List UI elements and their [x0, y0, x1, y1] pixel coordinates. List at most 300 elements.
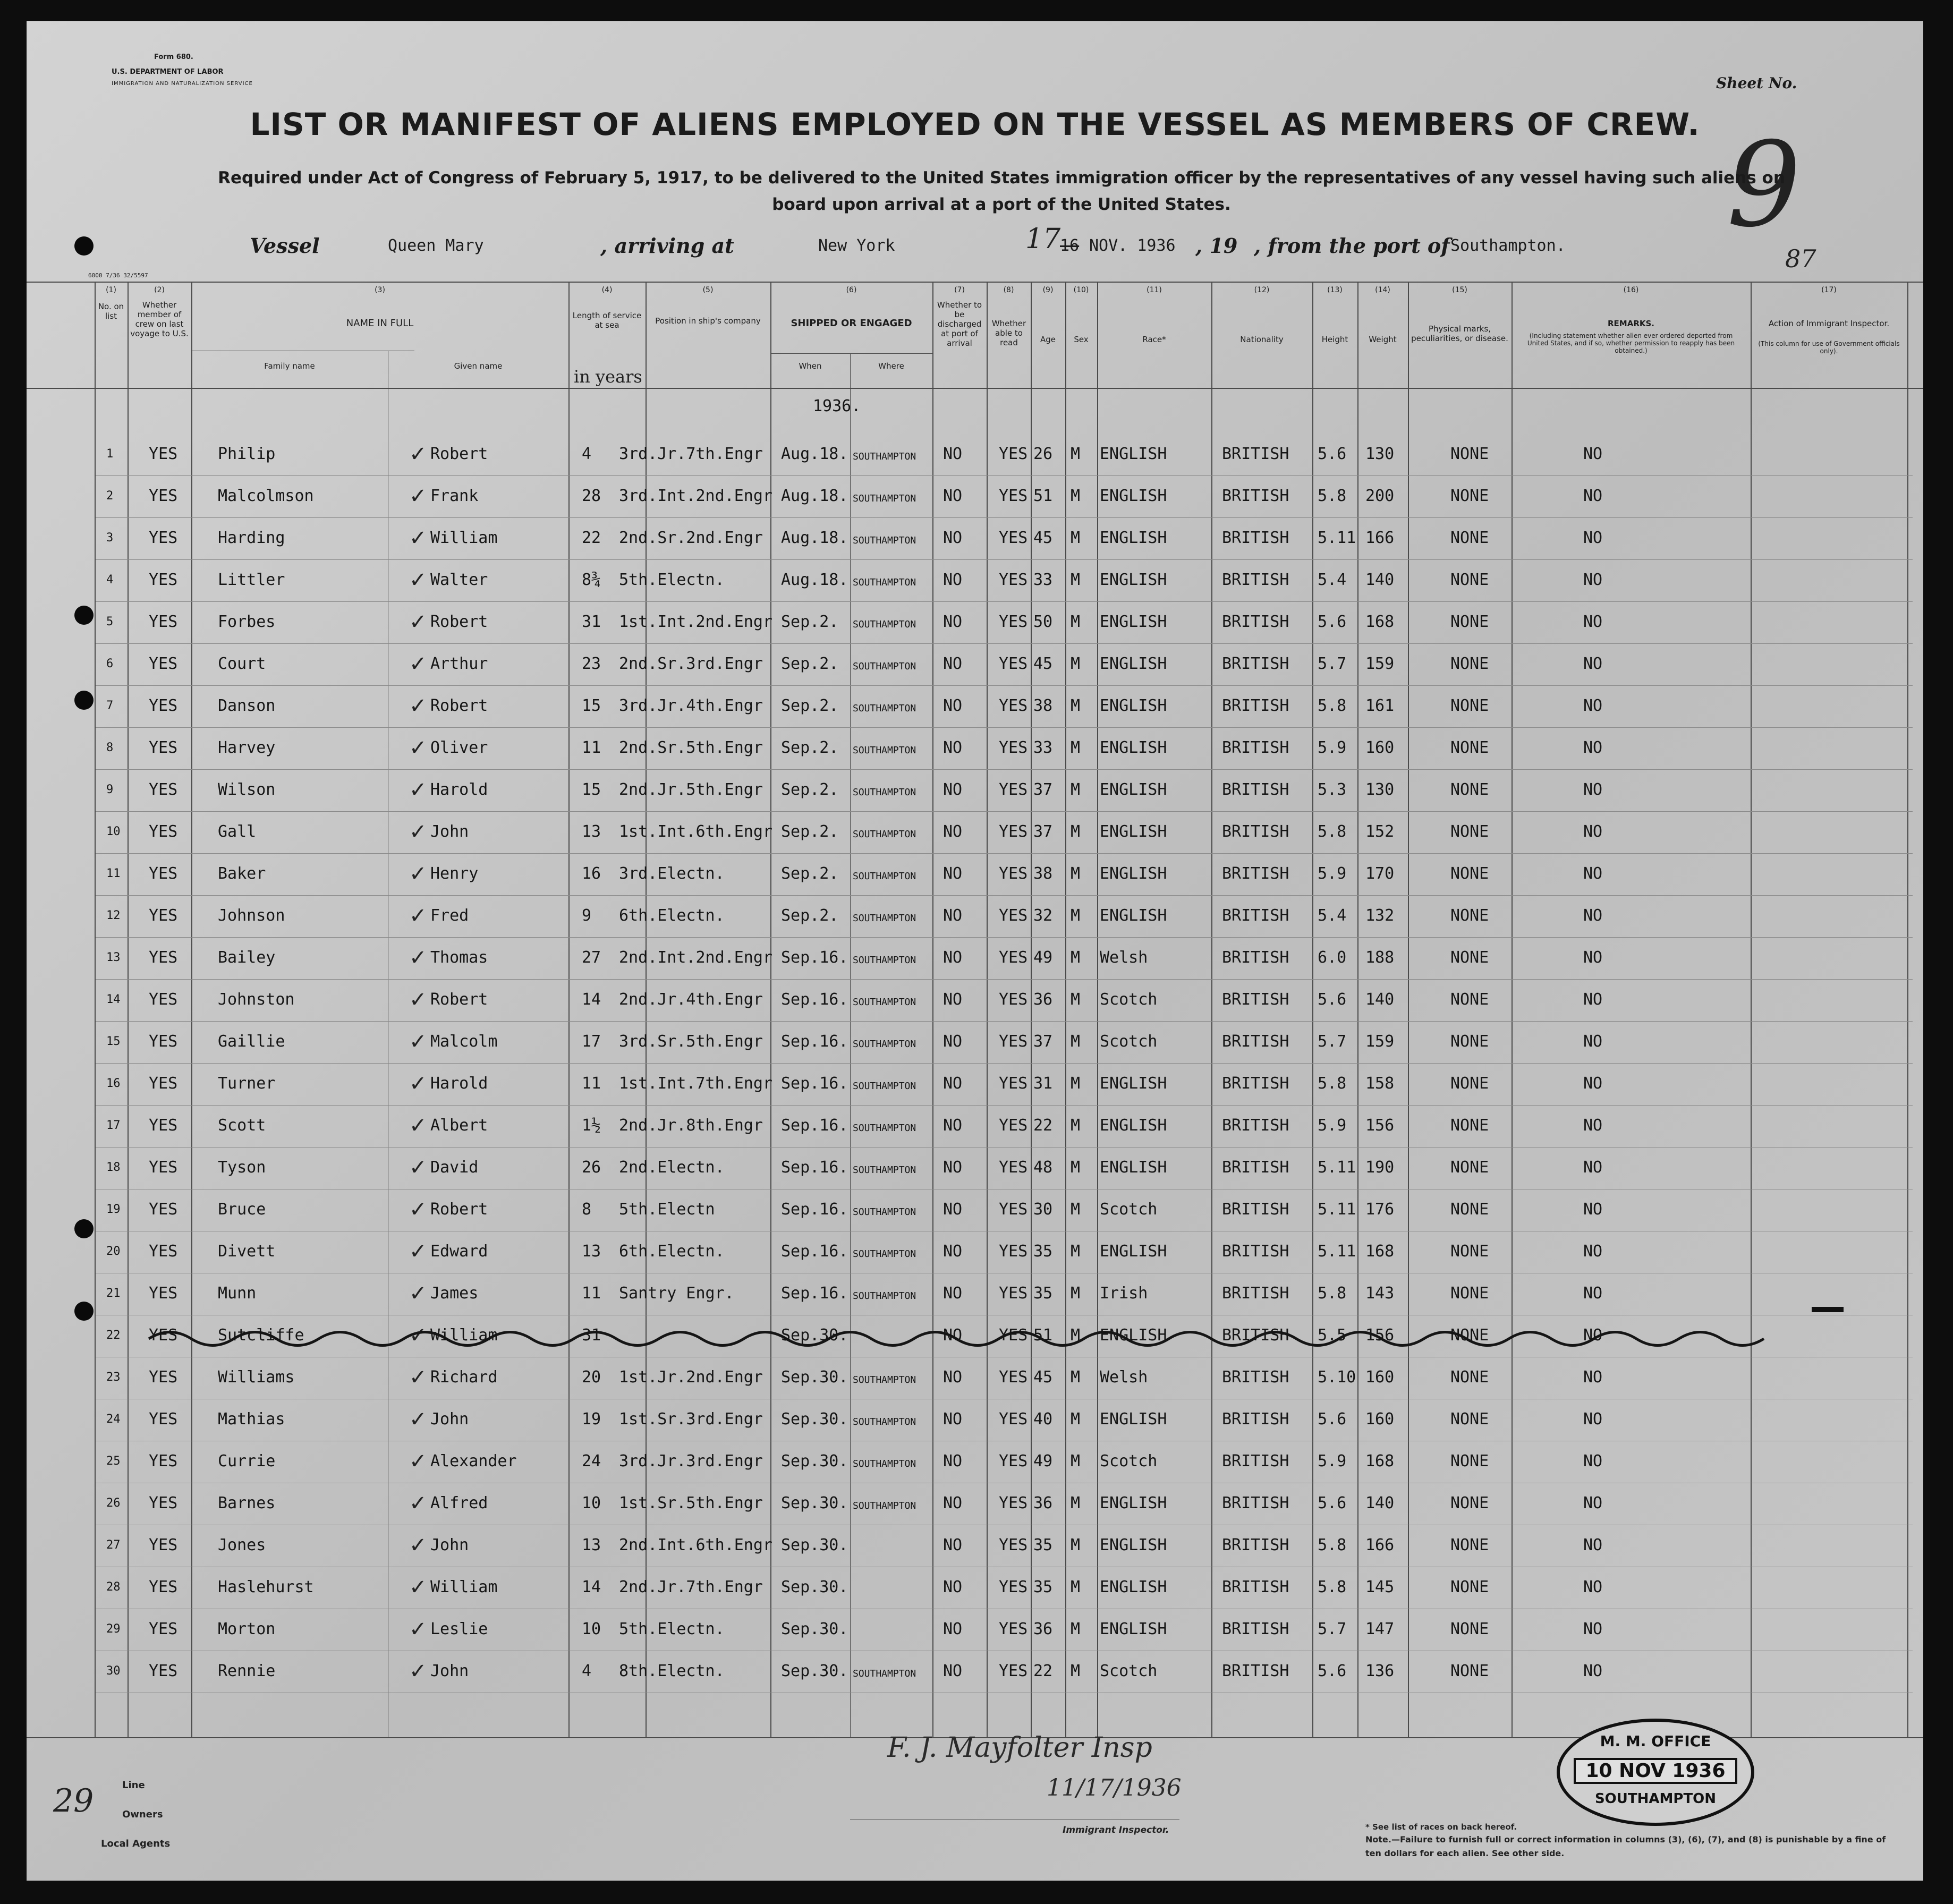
- cell-list-number: 7: [106, 699, 114, 712]
- check-mark-icon: ✓: [409, 1155, 427, 1180]
- page-title: LIST OR MANIFEST OF ALIENS EMPLOYED ON THE VESSEL AS MEMBERS OF CREW.: [250, 106, 1700, 142]
- cell-sex: M: [1071, 906, 1081, 925]
- cell-service-years: 14: [582, 990, 601, 1009]
- cell-family-name: Wilson: [218, 780, 276, 799]
- cell-remarks: NO: [1583, 1200, 1603, 1219]
- cell-able-to-read: YES: [999, 906, 1028, 925]
- cell-given-name: John: [430, 1662, 469, 1680]
- cell-remarks: NO: [1583, 445, 1603, 463]
- check-mark-icon: ✓: [409, 1197, 427, 1222]
- cell-family-name: Gaillie: [218, 1032, 285, 1051]
- col-number: (10): [1073, 286, 1089, 294]
- cell-family-name: Court: [218, 654, 266, 673]
- cell-given-name: Leslie: [430, 1620, 488, 1638]
- cell-height: 5.8: [1318, 1536, 1347, 1554]
- punch-hole: [74, 1302, 94, 1321]
- cell-family-name: Forbes: [218, 613, 276, 631]
- cell-age: 45: [1033, 1368, 1053, 1387]
- cell-height: 5.11: [1318, 1200, 1356, 1219]
- cell-family-name: Haslehurst: [218, 1578, 314, 1596]
- cell-list-number: 3: [106, 531, 114, 545]
- check-mark-icon: ✓: [409, 778, 427, 802]
- check-mark-icon: ✓: [409, 904, 427, 928]
- cell-shipped-when: Sep.16.: [781, 1158, 848, 1177]
- cell-able-to-read: YES: [999, 1074, 1028, 1093]
- cell-shipped-when: Aug.18.: [781, 445, 848, 463]
- cell-age: 30: [1033, 1200, 1053, 1219]
- cell-family-name: Harvey: [218, 738, 276, 757]
- cell-race: ENGLISH: [1100, 906, 1167, 925]
- cell-physical-marks: NONE: [1450, 1074, 1489, 1093]
- cell-last-voyage: YES: [149, 1578, 178, 1596]
- cell-age: 36: [1033, 1620, 1053, 1638]
- cell-shipped-when: Sep.30.: [781, 1368, 848, 1387]
- cell-last-voyage: YES: [149, 1410, 178, 1429]
- arrival-port: New York: [818, 236, 895, 255]
- cell-discharged: NO: [943, 822, 963, 841]
- cell-shipped-when: Sep.16.: [781, 948, 848, 967]
- cell-nationality: BRITISH: [1222, 1620, 1289, 1638]
- cell-family-name: Turner: [218, 1074, 276, 1093]
- cell-discharged: NO: [943, 696, 963, 715]
- print-code: 6000 7/36 32/5597: [88, 272, 148, 279]
- cell-nationality: BRITISH: [1222, 1242, 1289, 1261]
- cell-race: ENGLISH: [1100, 696, 1167, 715]
- cell-remarks: NO: [1583, 738, 1603, 757]
- cell-position: Santry Engr.: [619, 1284, 734, 1303]
- cell-able-to-read: YES: [999, 613, 1028, 631]
- cell-last-voyage: YES: [149, 822, 178, 841]
- cell-discharged: NO: [943, 780, 963, 799]
- cell-sex: M: [1071, 864, 1081, 883]
- cell-discharged: NO: [943, 487, 963, 505]
- cell-given-name: David: [430, 1158, 479, 1177]
- header-action-note: (This column for use of Government officials only).: [1758, 340, 1900, 355]
- cell-height: 5.5: [1318, 1326, 1347, 1345]
- cell-family-name: Morton: [218, 1620, 276, 1638]
- cell-remarks: NO: [1583, 1494, 1603, 1512]
- cell-shipped-when: Aug.18.: [781, 571, 848, 589]
- cell-height: 5.9: [1318, 738, 1347, 757]
- cell-last-voyage: YES: [149, 990, 178, 1009]
- cell-sex: M: [1071, 696, 1081, 715]
- cell-shipped-where: SOUTHAMPTON: [853, 787, 916, 798]
- cell-weight: 159: [1365, 1032, 1395, 1051]
- cell-service-years: 9: [582, 906, 592, 925]
- cell-age: 35: [1033, 1536, 1053, 1554]
- header-service: Length of service at sea: [572, 311, 642, 330]
- cell-position: 1st.Int.2nd.Engr: [619, 613, 772, 631]
- cell-list-number: 16: [106, 1077, 121, 1090]
- header-age: Age: [1040, 335, 1056, 344]
- cell-nationality: BRITISH: [1222, 1536, 1289, 1554]
- cell-discharged: NO: [943, 654, 963, 673]
- cell-race: Scotch: [1100, 1662, 1158, 1680]
- cell-remarks: NO: [1583, 1242, 1603, 1261]
- cell-physical-marks: NONE: [1450, 1368, 1489, 1387]
- cell-service-years: 13: [582, 822, 601, 841]
- cell-remarks: NO: [1583, 613, 1603, 631]
- cell-age: 45: [1033, 654, 1053, 673]
- cell-race: Welsh: [1100, 1368, 1148, 1387]
- cell-discharged: NO: [943, 1032, 963, 1051]
- cell-position: 3rd.Jr.3rd.Engr: [619, 1452, 763, 1470]
- cell-able-to-read: YES: [999, 1200, 1028, 1219]
- cell-weight: 156: [1365, 1116, 1395, 1135]
- cell-list-number: 24: [106, 1413, 121, 1426]
- cell-remarks: NO: [1583, 1368, 1603, 1387]
- cell-race: ENGLISH: [1100, 1536, 1167, 1554]
- cell-weight: 130: [1365, 445, 1395, 463]
- header-family-name: Family name: [264, 361, 315, 371]
- cell-position: 5th.Electn: [619, 1200, 715, 1219]
- cell-weight: 160: [1365, 738, 1395, 757]
- year-label: , 19: [1195, 234, 1238, 258]
- check-mark-icon: ✓: [409, 568, 427, 592]
- cell-physical-marks: NONE: [1450, 1326, 1489, 1345]
- cell-service-years: 16: [582, 864, 601, 883]
- cell-position: 3rd.Sr.5th.Engr: [619, 1032, 763, 1051]
- cell-physical-marks: NONE: [1450, 1662, 1489, 1680]
- cell-race: ENGLISH: [1100, 445, 1167, 463]
- cell-nationality: BRITISH: [1222, 1494, 1289, 1512]
- header-height: Height: [1321, 335, 1348, 344]
- cell-sex: M: [1071, 1662, 1081, 1680]
- cell-height: 5.7: [1318, 1620, 1347, 1638]
- cell-discharged: NO: [943, 738, 963, 757]
- cell-family-name: Mathias: [218, 1410, 285, 1429]
- cell-given-name: Robert: [430, 696, 488, 715]
- cell-last-voyage: YES: [149, 780, 178, 799]
- cell-able-to-read: YES: [999, 445, 1028, 463]
- cell-remarks: NO: [1583, 654, 1603, 673]
- cell-shipped-where: SOUTHAMPTON: [853, 1416, 916, 1427]
- cell-physical-marks: NONE: [1450, 571, 1489, 589]
- cell-nationality: BRITISH: [1222, 822, 1289, 841]
- cell-sex: M: [1071, 1200, 1081, 1219]
- check-mark-icon: ✓: [409, 694, 427, 718]
- cell-last-voyage: YES: [149, 1074, 178, 1093]
- cell-discharged: NO: [943, 864, 963, 883]
- cell-last-voyage: YES: [149, 1200, 178, 1219]
- cell-list-number: 15: [106, 1035, 121, 1048]
- cell-service-years: 24: [582, 1452, 601, 1470]
- cell-able-to-read: YES: [999, 1536, 1028, 1554]
- cell-nationality: BRITISH: [1222, 1284, 1289, 1303]
- cell-age: 26: [1033, 445, 1053, 463]
- cell-physical-marks: NONE: [1450, 822, 1489, 841]
- cell-family-name: Harding: [218, 529, 285, 547]
- cell-nationality: BRITISH: [1222, 571, 1289, 589]
- cell-physical-marks: NONE: [1450, 654, 1489, 673]
- cell-age: 22: [1033, 1116, 1053, 1135]
- cell-list-number: 8: [106, 741, 114, 754]
- cell-discharged: NO: [943, 1536, 963, 1554]
- cell-last-voyage: YES: [149, 529, 178, 547]
- cell-last-voyage: YES: [149, 1536, 178, 1554]
- cell-height: 5.6: [1318, 1662, 1347, 1680]
- cell-given-name: Albert: [430, 1116, 488, 1135]
- cell-able-to-read: YES: [999, 1410, 1028, 1429]
- cell-age: 33: [1033, 738, 1053, 757]
- cell-physical-marks: NONE: [1450, 1620, 1489, 1638]
- cell-able-to-read: YES: [999, 1158, 1028, 1177]
- cell-shipped-where: SOUTHAMPTON: [853, 1206, 916, 1218]
- cell-remarks: NO: [1583, 1074, 1603, 1093]
- cell-list-number: 9: [106, 783, 114, 796]
- cell-age: 31: [1033, 1074, 1053, 1093]
- cell-able-to-read: YES: [999, 1620, 1028, 1638]
- cell-race: ENGLISH: [1100, 571, 1167, 589]
- cancel-line: [27, 21, 1923, 1881]
- punch-hole: [74, 236, 94, 256]
- cell-position: 2nd.Electn.: [619, 1158, 725, 1177]
- cell-weight: 160: [1365, 1410, 1395, 1429]
- sheet-number: 9: [1727, 117, 1801, 253]
- cell-race: ENGLISH: [1100, 1494, 1167, 1512]
- cell-physical-marks: NONE: [1450, 948, 1489, 967]
- cell-race: ENGLISH: [1100, 613, 1167, 631]
- cell-remarks: NO: [1583, 906, 1603, 925]
- cell-nationality: BRITISH: [1222, 1368, 1289, 1387]
- cell-shipped-when: Sep.16.: [781, 1242, 848, 1261]
- header-shipped-when: When: [799, 361, 822, 371]
- cell-last-voyage: YES: [149, 738, 178, 757]
- cell-nationality: BRITISH: [1222, 1452, 1289, 1470]
- cell-service-years: 20: [582, 1368, 601, 1387]
- check-mark-icon: ✓: [409, 1575, 427, 1600]
- cell-family-name: Danson: [218, 696, 276, 715]
- cell-given-name: Frank: [430, 487, 479, 505]
- cell-family-name: Bailey: [218, 948, 276, 967]
- cell-shipped-where: SOUTHAMPTON: [853, 1248, 916, 1260]
- col-number: (8): [1003, 286, 1014, 294]
- cell-given-name: James: [430, 1284, 479, 1303]
- cell-discharged: NO: [943, 571, 963, 589]
- cell-height: 5.6: [1318, 1410, 1347, 1429]
- cell-discharged: NO: [943, 613, 963, 631]
- cell-family-name: Munn: [218, 1284, 257, 1303]
- cell-race: Irish: [1100, 1284, 1148, 1303]
- cell-physical-marks: NONE: [1450, 1200, 1489, 1219]
- cell-height: 5.11: [1318, 1158, 1356, 1177]
- cell-shipped-where: SOUTHAMPTON: [853, 1290, 916, 1302]
- cell-given-name: Arthur: [430, 654, 488, 673]
- cell-list-number: 30: [106, 1664, 121, 1678]
- cell-position: 3rd.Jr.4th.Engr: [619, 696, 763, 715]
- cell-sex: M: [1071, 780, 1081, 799]
- cell-remarks: NO: [1583, 1032, 1603, 1051]
- cell-age: 35: [1033, 1284, 1053, 1303]
- cell-able-to-read: YES: [999, 1452, 1028, 1470]
- cell-position: 1st.Sr.3rd.Engr: [619, 1410, 763, 1429]
- cell-position: 2nd.Jr.8th.Engr: [619, 1116, 763, 1135]
- cell-weight: 132: [1365, 906, 1395, 925]
- cell-given-name: Robert: [430, 990, 488, 1009]
- cell-able-to-read: YES: [999, 1494, 1028, 1512]
- cell-shipped-when: Sep.30.: [781, 1410, 848, 1429]
- header-read: Whether able to read: [991, 319, 1026, 347]
- cell-last-voyage: YES: [149, 1284, 178, 1303]
- cell-last-voyage: YES: [149, 1032, 178, 1051]
- cell-remarks: NO: [1583, 571, 1603, 589]
- cell-height: 5.9: [1318, 1452, 1347, 1470]
- cell-remarks: NO: [1583, 990, 1603, 1009]
- cell-shipped-where: SOUTHAMPTON: [853, 1668, 916, 1679]
- from-port: Southampton.: [1450, 236, 1566, 255]
- cell-age: 48: [1033, 1158, 1053, 1177]
- cell-race: Welsh: [1100, 948, 1148, 967]
- cell-sex: M: [1071, 1116, 1081, 1135]
- cell-given-name: Alexander: [430, 1452, 517, 1470]
- cell-discharged: NO: [943, 1074, 963, 1093]
- cell-list-number: 25: [106, 1455, 121, 1468]
- cell-shipped-when: Sep.30.: [781, 1662, 848, 1680]
- col-number: (13): [1327, 286, 1343, 294]
- cell-sex: M: [1071, 1536, 1081, 1554]
- cell-able-to-read: YES: [999, 1032, 1028, 1051]
- cell-nationality: BRITISH: [1222, 1116, 1289, 1135]
- cell-shipped-when: Sep.16.: [781, 990, 848, 1009]
- cell-position: 2nd.Jr.5th.Engr: [619, 780, 763, 799]
- cell-race: ENGLISH: [1100, 738, 1167, 757]
- cell-shipped-when: Sep.2.: [781, 654, 839, 673]
- cell-family-name: Johnston: [218, 990, 295, 1009]
- cell-race: ENGLISH: [1100, 1074, 1167, 1093]
- header-name: NAME IN FULL: [346, 318, 414, 329]
- cell-service-years: 1½: [582, 1116, 601, 1135]
- cell-age: 36: [1033, 990, 1053, 1009]
- cell-sex: M: [1071, 1284, 1081, 1303]
- check-mark-icon: ✓: [409, 1533, 427, 1558]
- check-mark-icon: ✓: [409, 526, 427, 550]
- cell-height: 5.8: [1318, 1284, 1347, 1303]
- cell-position: 1st.Int.7th.Engr: [619, 1074, 772, 1093]
- cell-weight: 140: [1365, 571, 1395, 589]
- cell-shipped-when: Sep.2.: [781, 822, 839, 841]
- cell-weight: 143: [1365, 1284, 1395, 1303]
- cell-last-voyage: YES: [149, 696, 178, 715]
- cell-list-number: 5: [106, 615, 114, 628]
- cell-age: 36: [1033, 1494, 1053, 1512]
- cell-nationality: BRITISH: [1222, 1410, 1289, 1429]
- cell-shipped-when: Sep.2.: [781, 780, 839, 799]
- cell-last-voyage: YES: [149, 1326, 178, 1345]
- vessel-label: Vessel: [250, 234, 320, 258]
- inspector-signature: F. J. Mayfolter Insp: [887, 1732, 1152, 1764]
- cell-able-to-read: YES: [999, 1368, 1028, 1387]
- cell-physical-marks: NONE: [1450, 906, 1489, 925]
- check-mark-icon: ✓: [409, 1072, 427, 1096]
- cell-age: 49: [1033, 1452, 1053, 1470]
- col-number: (7): [954, 286, 965, 294]
- cell-remarks: NO: [1583, 1284, 1603, 1303]
- cell-position: 1st.Jr.2nd.Engr: [619, 1368, 763, 1387]
- cell-height: 6.0: [1318, 948, 1347, 967]
- cell-weight: 166: [1365, 529, 1395, 547]
- col-number: (16): [1623, 286, 1639, 294]
- check-mark-icon: ✓: [409, 1114, 427, 1138]
- cell-age: 38: [1033, 864, 1053, 883]
- cell-shipped-when: Sep.16.: [781, 1200, 848, 1219]
- cell-list-number: 13: [106, 951, 121, 964]
- cell-height: 5.7: [1318, 1032, 1347, 1051]
- check-mark-icon: ✓: [409, 1491, 427, 1516]
- cell-shipped-where: SOUTHAMPTON: [853, 1123, 916, 1134]
- cell-given-name: William: [430, 1326, 498, 1345]
- col-number: (4): [601, 286, 613, 294]
- header-remarks: REMARKS.: [1607, 319, 1654, 328]
- cell-shipped-when: Sep.16.: [781, 1074, 848, 1093]
- cell-sex: M: [1071, 654, 1081, 673]
- cell-physical-marks: NONE: [1450, 780, 1489, 799]
- cell-service-years: 4: [582, 1662, 592, 1680]
- footer-owners-label: Owners: [122, 1809, 163, 1820]
- col-number: (3): [375, 286, 385, 294]
- cell-able-to-read: YES: [999, 990, 1028, 1009]
- cell-last-voyage: YES: [149, 1494, 178, 1512]
- cell-list-number: 29: [106, 1622, 121, 1636]
- cell-race: Scotch: [1100, 1032, 1158, 1051]
- punch-hole: [74, 1219, 94, 1238]
- cell-given-name: John: [430, 822, 469, 841]
- stamp-top: M. M. OFFICE: [1600, 1732, 1711, 1750]
- cell-height: 5.6: [1318, 1494, 1347, 1512]
- cell-height: 5.9: [1318, 1116, 1347, 1135]
- cell-position: 2nd.Jr.7th.Engr: [619, 1578, 763, 1596]
- cell-race: ENGLISH: [1100, 654, 1167, 673]
- cell-position: 6th.Electn.: [619, 1242, 725, 1261]
- cell-race: ENGLISH: [1100, 487, 1167, 505]
- cell-remarks: NO: [1583, 1620, 1603, 1638]
- cell-given-name: Oliver: [430, 738, 488, 757]
- cell-service-years: 26: [582, 1158, 601, 1177]
- cell-discharged: NO: [943, 1410, 963, 1429]
- cell-sex: M: [1071, 613, 1081, 631]
- header-service-handwritten: in years: [574, 367, 642, 387]
- cell-remarks: NO: [1583, 1536, 1603, 1554]
- cell-weight: 159: [1365, 654, 1395, 673]
- cell-discharged: NO: [943, 1620, 963, 1638]
- cell-family-name: Rennie: [218, 1662, 276, 1680]
- col-number: (6): [846, 286, 857, 294]
- cell-physical-marks: NONE: [1450, 1158, 1489, 1177]
- cell-able-to-read: YES: [999, 780, 1028, 799]
- cell-race: ENGLISH: [1100, 1326, 1167, 1345]
- cell-nationality: BRITISH: [1222, 1074, 1289, 1093]
- cell-list-number: 12: [106, 909, 121, 922]
- stamp-bottom: SOUTHAMPTON: [1594, 1791, 1717, 1807]
- vessel-name: Queen Mary: [388, 236, 484, 255]
- cell-nationality: BRITISH: [1222, 613, 1289, 631]
- cell-list-number: 18: [106, 1161, 121, 1174]
- cell-shipped-when: Sep.2.: [781, 696, 839, 715]
- cell-sex: M: [1071, 1578, 1081, 1596]
- cell-able-to-read: YES: [999, 487, 1028, 505]
- cell-weight: 140: [1365, 990, 1395, 1009]
- cell-sex: M: [1071, 1620, 1081, 1638]
- cell-able-to-read: YES: [999, 696, 1028, 715]
- cell-list-number: 6: [106, 657, 114, 670]
- cell-sex: M: [1071, 445, 1081, 463]
- cell-nationality: BRITISH: [1222, 445, 1289, 463]
- cell-given-name: William: [430, 1578, 498, 1596]
- cell-able-to-read: YES: [999, 1326, 1028, 1345]
- inspector-label: Immigrant Inspector.: [1063, 1825, 1169, 1835]
- cell-weight: 158: [1365, 1074, 1395, 1093]
- cell-nationality: BRITISH: [1222, 1326, 1289, 1345]
- punch-hole: [74, 606, 94, 625]
